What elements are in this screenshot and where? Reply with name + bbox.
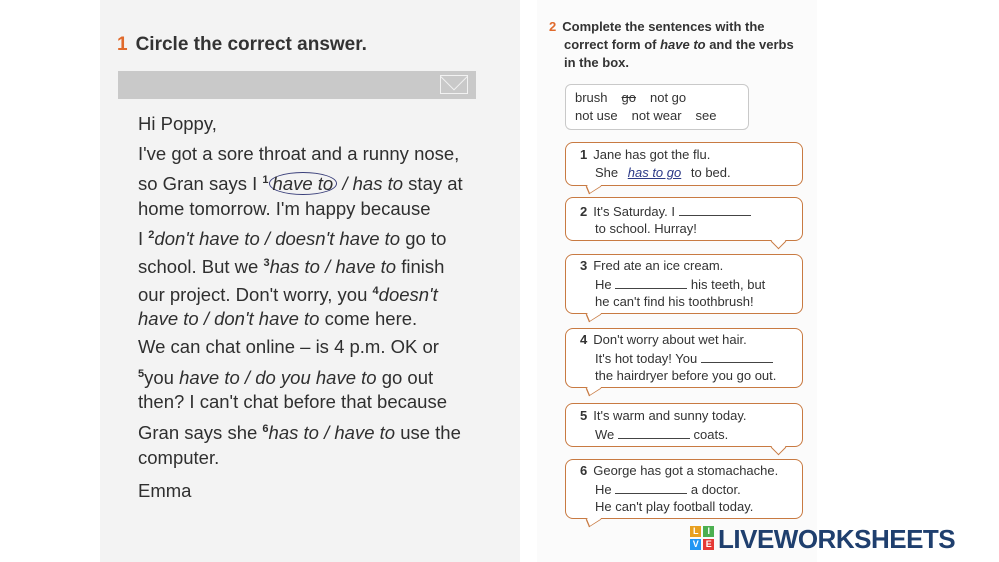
word-option: not go — [650, 90, 687, 105]
instruction-line: Complete the sentences with the — [562, 19, 765, 34]
item-text: We — [595, 427, 618, 442]
letter-line-3 — [138, 195, 431, 223]
item-number: 1 — [580, 147, 588, 162]
letter-line-7 — [138, 305, 417, 333]
letter-text: come here. — [319, 308, 418, 329]
letter-text: home tomorrow. I'm happy because — [138, 198, 431, 219]
options-6[interactable]: has to / have to — [268, 422, 396, 444]
item-text: coats. — [689, 427, 729, 442]
item-number: 3 — [580, 258, 588, 273]
letter-line-10 — [138, 388, 447, 416]
letter-line-11 — [138, 416, 461, 447]
item-text: to school. Hurray! — [595, 221, 697, 236]
item-text: his teeth, but — [687, 277, 766, 292]
letter-line-2 — [138, 167, 463, 198]
letter-text: I've got a sore throat and a runny nose, — [138, 143, 460, 164]
word-box — [565, 84, 749, 130]
exercise1-title — [117, 34, 367, 56]
letter-text: stay at — [403, 173, 463, 195]
item-text: It's warm and sunny today. — [593, 408, 747, 423]
sentence-bubble-5 — [565, 403, 803, 447]
item-text: He — [595, 482, 616, 497]
instruction-line: correct form of have to and the verbs — [564, 37, 794, 52]
gap-number-3: 3 — [263, 257, 270, 269]
item-text: She — [595, 165, 622, 180]
word-option: see — [695, 108, 717, 123]
answer-blank-5[interactable] — [618, 426, 690, 439]
item-text: It's Saturday. I — [593, 204, 679, 219]
gap-number-4: 4 — [372, 285, 379, 297]
item-number: 2 — [580, 204, 588, 219]
letter-greeting: Hi Poppy, — [138, 113, 217, 134]
options-5[interactable]: have to / do you have to — [179, 367, 377, 389]
word-option: not use — [575, 108, 618, 123]
item-text: George has got a stomachache. — [593, 463, 779, 478]
letter-text: our project. Don't worry, you — [138, 284, 373, 306]
letter-text: We can chat online – is 4 p.m. OK or — [138, 336, 439, 357]
answer-blank-6[interactable] — [615, 481, 687, 494]
letter-text: so Gran says I — [138, 173, 263, 195]
letter-text: go out — [376, 367, 434, 389]
item-text: It's hot today! You — [595, 351, 701, 366]
exercise2-title — [549, 18, 794, 72]
sentence-bubble-6 — [565, 459, 803, 519]
word-option: brush — [575, 90, 608, 105]
letter-text: then? I can't chat before that because — [138, 391, 447, 412]
gap-number-5: 5 — [138, 368, 145, 380]
word-box-row — [575, 90, 700, 105]
answer-text-1[interactable]: has to go — [627, 165, 682, 180]
word-option: not wear — [631, 108, 682, 123]
sentence-bubble-4 — [565, 328, 803, 388]
item-text: Fred ate an ice cream. — [593, 258, 724, 273]
option-text[interactable]: / has to — [337, 173, 404, 195]
email-header-bar — [118, 71, 476, 99]
letter-text: school. But we — [138, 256, 264, 278]
word-box-row — [575, 108, 731, 123]
word-option-used: go — [621, 90, 636, 105]
sentence-bubble-1 — [565, 142, 803, 186]
item-text: He — [595, 277, 616, 292]
exercise2-number: 2 — [549, 19, 557, 34]
item-text: Jane has got the flu. — [593, 147, 711, 162]
circled-answer-1[interactable]: have to — [269, 172, 338, 195]
sentence-bubble-3 — [565, 254, 803, 314]
item-text: a doctor. — [687, 482, 741, 497]
letter-line-1 — [138, 140, 459, 168]
answer-blank-2[interactable] — [679, 203, 751, 216]
options-4b[interactable]: have to / don't have to — [138, 308, 320, 329]
exercise1-instruction: Circle the correct answer. — [135, 34, 367, 55]
item-text: he can't find his toothbrush! — [595, 294, 754, 309]
letter-text: go to — [400, 228, 447, 250]
item-number: 6 — [580, 463, 588, 478]
letter-text: finish — [396, 256, 445, 278]
options-4a[interactable]: doesn't — [378, 284, 438, 306]
exercise1-number: 1 — [117, 34, 128, 55]
letter-line-5 — [138, 250, 444, 281]
letter-text: computer. — [138, 447, 220, 468]
sentence-bubble-2 — [565, 197, 803, 241]
letter-text: you — [144, 367, 180, 389]
letter-text: Gran says she — [138, 422, 263, 444]
logo-text: LIVEWORKSHEETS — [718, 524, 956, 554]
answer-blank-4[interactable] — [701, 350, 773, 363]
options-3[interactable]: has to / have to — [269, 256, 397, 278]
letter-line-4 — [138, 222, 446, 253]
liveworksheets-logo[interactable] — [690, 524, 955, 555]
item-text: the hairdryer before you go out. — [595, 368, 777, 383]
answer-blank-3[interactable] — [615, 276, 687, 289]
letter-text: use the — [395, 422, 461, 444]
gap-number-2: 2 — [148, 229, 155, 241]
gap-number-1: 1 — [262, 174, 269, 186]
instruction-line: in the box. — [564, 55, 629, 70]
envelope-icon — [440, 75, 468, 94]
letter-line-8 — [138, 333, 439, 361]
options-2[interactable]: don't have to / doesn't have to — [154, 228, 401, 250]
gap-number-6: 6 — [262, 423, 269, 435]
letter-line-12 — [138, 444, 219, 472]
logo-grid-icon: L I V E — [690, 526, 714, 550]
item-number: 5 — [580, 408, 588, 423]
item-text: to bed. — [687, 165, 731, 180]
item-number: 4 — [580, 332, 588, 347]
item-text: Don't worry about wet hair. — [593, 332, 747, 347]
item-text: He can't play football today. — [595, 499, 754, 514]
letter-signature: Emma — [138, 480, 192, 501]
letter-text: I — [138, 228, 149, 250]
